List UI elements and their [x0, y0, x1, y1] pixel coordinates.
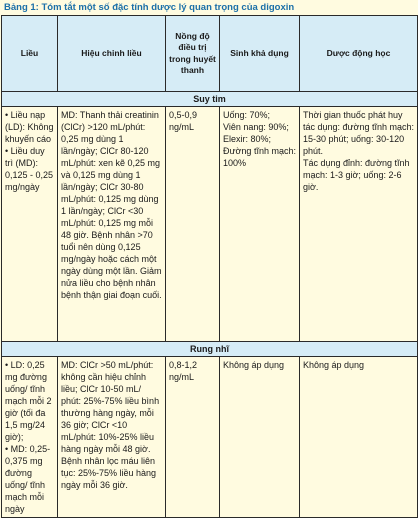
table-title: Bảng 1: Tóm tắt một số đặc tính dược lý quan trọng của digoxin — [4, 2, 295, 13]
pharmacokinetics-cell — [300, 357, 418, 518]
digoxin-table — [1, 15, 418, 518]
concentration-cell — [166, 107, 220, 342]
header-adjustment: Hiệu chỉnh liều — [58, 16, 166, 92]
header-dose: Liều — [2, 16, 58, 92]
bio-line: Không áp dụng — [223, 360, 285, 370]
pk-line: Tác dụng đỉnh: đường tĩnh mạch: 1-3 giờ; uống: 2-6 giờ. — [303, 158, 410, 192]
dose-line: • MD: 0,25-0,375 mg đường uống/ tĩnh mạch mỗi ngày — [5, 444, 51, 514]
adjustment-text: MD: ClCr >50 mL/phút: không cần hiệu chỉnh liều; ClCr 10-50 mL/ phút: 25%-75% liều bình thường hàng ngày, mỗi 36 giờ; ClCr <10 mL/phút: 10%-25% liều hàng ngày mỗi 48 giờ. Bệnh nhân lọc máu liên tục: 25%-75% liều hàng ngày mỗi 36 giờ. — [61, 360, 160, 490]
header-row — [2, 16, 418, 92]
section-title: Suy tim — [2, 92, 418, 107]
section-title: Rung nhĩ — [2, 342, 418, 357]
dose-line: • LD: 0,25 mg đường uống/ tĩnh mạch mỗi 2 giờ (tối đa 1,5 mg/24 giờ); — [5, 360, 52, 442]
pk-line: Thời gian thuốc phát huy tác dụng: đường tĩnh mạch: 15-30 phút; uống: 30-120 phút. — [303, 110, 414, 156]
table-row — [2, 107, 418, 342]
bioavailability-cell — [220, 107, 300, 342]
table-row — [2, 357, 418, 518]
dose-line: • Liều duy trì (MD): 0,125 - 0,25 mg/ngày — [5, 146, 54, 192]
adjustment-cell — [58, 357, 166, 518]
pharmacokinetics-cell — [300, 107, 418, 342]
bioavailability-cell — [220, 357, 300, 518]
bio-line: Đường tĩnh mạch: 100% — [223, 146, 296, 168]
concentration-text: 0,8-1,2 ng/mL — [169, 360, 198, 382]
bio-line: Viên nang: 90%; — [223, 122, 289, 132]
dose-cell — [2, 107, 58, 342]
header-concentration: Nồng độ điều trị trong huyết thanh — [166, 16, 220, 92]
bio-line: Elexir: 80%; — [223, 134, 272, 144]
dose-line: • Liều nạp (LD): Không khuyến cáo — [5, 110, 54, 144]
adjustment-text: MD: Thanh thải creatinin (ClCr) >120 mL/phút: 0,25 mg dùng 1 lần/ngày; ClCr 80-120 mL/phút: xen kẽ 0,25 mg và 0,125 mg dùng 1 lần/ngày; ClCr 30-80 mL/phút: 0,125 mg dùng 1 lần/ngày; ClCr <30 mL/phút: 0,125 mg mỗi 48 giờ. Bệnh nhân >70 tuổi nên dùng 0,125 mg/ngày hoặc cách một ngày dùng một lần. Giảm nửa liều cho bệnh nhân bệnh thận giai đoạn cuối. — [61, 110, 162, 300]
dose-cell — [2, 357, 58, 518]
pk-line: Không áp dụng — [303, 360, 365, 370]
header-bioavailability: Sinh khả dụng — [220, 16, 300, 92]
section-heart-failure — [2, 92, 418, 107]
concentration-text: 0,5-0,9 ng/mL — [169, 110, 198, 132]
adjustment-cell — [58, 107, 166, 342]
section-atrial-fibrillation — [2, 342, 418, 357]
bio-line: Uống: 70%; — [223, 110, 271, 120]
header-pharmacokinetics: Dược động học — [300, 16, 418, 92]
concentration-cell — [166, 357, 220, 518]
